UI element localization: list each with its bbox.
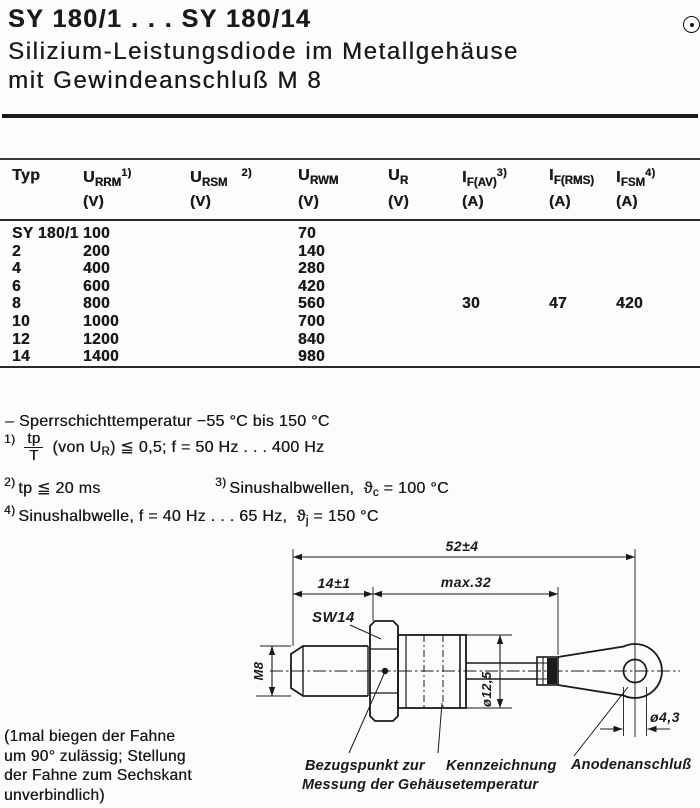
unit-ursm: (V) [190,193,211,210]
flag-note [4,727,192,805]
ifrms-cell [549,225,616,243]
table-top-rule [0,158,700,160]
urwm-cell: 980 [298,348,326,366]
table-row [12,278,700,296]
ratings-table [12,164,700,366]
ifav-value: 30 [462,295,481,313]
table-bottom-rule [0,366,700,368]
table-row [12,295,700,313]
footnote-1-marker: 1) [4,432,16,446]
table-row [12,260,700,278]
dim-body-length: max.32 [440,574,492,590]
thread-size-label: M8 [251,661,266,681]
leader-anode [574,687,628,756]
footnote-4: $^{4)}$ Sinushalbwelle, f = 40 Hz . . . 65 Hz, ϑj = 150 °C [4,503,379,527]
footnote-3: $^{3)}$ Sinushalbwellen, ϑc = 100 °C [215,475,449,499]
col-header-urrm: $U_{RRM}^{1)}$ [83,167,132,189]
unit-blank [12,193,83,225]
fraction-tp-over-T: $\frac{tp}{T}$ [24,432,43,463]
urwm-cell: 140 [298,242,326,260]
unit-ifsm: (A) [616,193,638,210]
flag-note-line: um 90° zulässig; Stellung [4,747,186,765]
voltage-cell: 400 [83,260,111,278]
dim-thread-length: 14±1 [317,575,351,591]
col-header-typ: Typ [12,167,41,184]
typ-cell: 12 [12,330,31,348]
ifav-cell [462,225,549,243]
unit-urwm: (V) [298,193,319,210]
label-marking: Kennzeichnung [446,758,557,774]
typ-cell: 4 [12,260,22,278]
footnote-1-text: (von UR) ≦ 0,5; f = 50 Hz . . . 400 Hz [52,439,325,458]
unit-urrm: (V) [83,193,104,210]
label-reference-point-line1: Bezugspunkt zur [305,758,425,774]
page-title: SY 180/1 . . . SY 180/14 [8,5,312,33]
typ-cell: 2 [12,242,22,260]
footnote-1 [4,432,324,463]
table-row [12,243,700,261]
table-row [12,348,700,366]
table-row [12,313,700,331]
brand-logo-icon [683,16,700,33]
col-header-ur: $U_R$ [388,167,409,187]
col-header-urwm: $U_{RWM}$ [298,167,339,187]
voltage-cell: 1400 [83,348,120,366]
label-reference-point-line2: Messung der Gehäusetemperatur [302,777,539,793]
typ-cell: 14 [12,348,31,366]
urwm-cell: 700 [298,312,326,330]
voltage-cell: 600 [83,277,111,295]
voltage-cell: 200 [83,242,111,260]
urwm-cell: 280 [298,260,326,278]
col-header-ifav: $I_{F(AV)}^{3)}$ [462,167,507,189]
typ-cell: 6 [12,277,22,295]
unit-ifav: (A) [462,193,484,210]
subtitle-line-2: mit Gewindeanschluß M 8 [8,67,323,94]
table-row [12,225,700,243]
urwm-cell: 560 [298,295,326,313]
footnote-2-3-row [4,475,449,499]
ifsm-cell [616,225,700,243]
col-header-ursm: $U_{RSM}^{2)}$ [190,167,252,189]
subtitle-line-1: Silizium-Leistungsdiode im Metallgehäuse [8,38,519,65]
urwm-cell: 70 [298,225,317,242]
table-row [12,331,700,349]
urwm-cell: 840 [298,330,326,348]
dim-hole-diameter: ø4,3 [650,709,681,725]
urwm-cell: 420 [298,277,326,295]
unit-ur: (V) [388,193,409,210]
typ-cell: 10 [12,312,31,330]
flag-note-line: unverbindlich) [4,786,105,804]
leader-sw14 [350,625,381,639]
dim-total-length: 52±4 [445,538,479,554]
voltage-cell: 1200 [83,330,120,348]
footnote-2: $^{2)}$ tp ≦ 20 ms [4,475,101,497]
ifrms-value: 47 [549,295,568,313]
wrench-size-label: SW14 [312,609,355,626]
flag-note-line: (1mal biegen der Fahne [4,728,176,745]
title-rule [2,114,698,118]
leader-bezugspunkt [349,674,384,753]
voltage-cell: 1000 [83,312,120,330]
typ-cell: 8 [12,295,22,313]
label-anode-connection: Anodenanschluß [571,757,692,773]
col-header-ifrms: $I_{F(RMS)}$ [549,167,594,187]
ifsm-value: 420 [616,295,644,313]
note-junction-temperature: – Sperrschichttemperatur −55 °C bis 150 °C [5,413,330,430]
unit-ifrms: (A) [549,193,571,210]
typ-cell: SY 180/1 [12,225,79,242]
col-header-ifsm: $I_{FSM}^{4)}$ [616,167,656,189]
voltage-cell: 800 [83,295,111,313]
leader-kennzeichnung [438,703,442,753]
technical-drawing [250,535,700,808]
dim-body-diameter: ø12,5 [479,671,494,707]
voltage-cell: 100 [83,225,111,242]
case-temp-reference-dot [382,668,388,674]
flag-note-line: der Fahne zum Sechskant [4,767,192,785]
subtitle [8,37,519,95]
